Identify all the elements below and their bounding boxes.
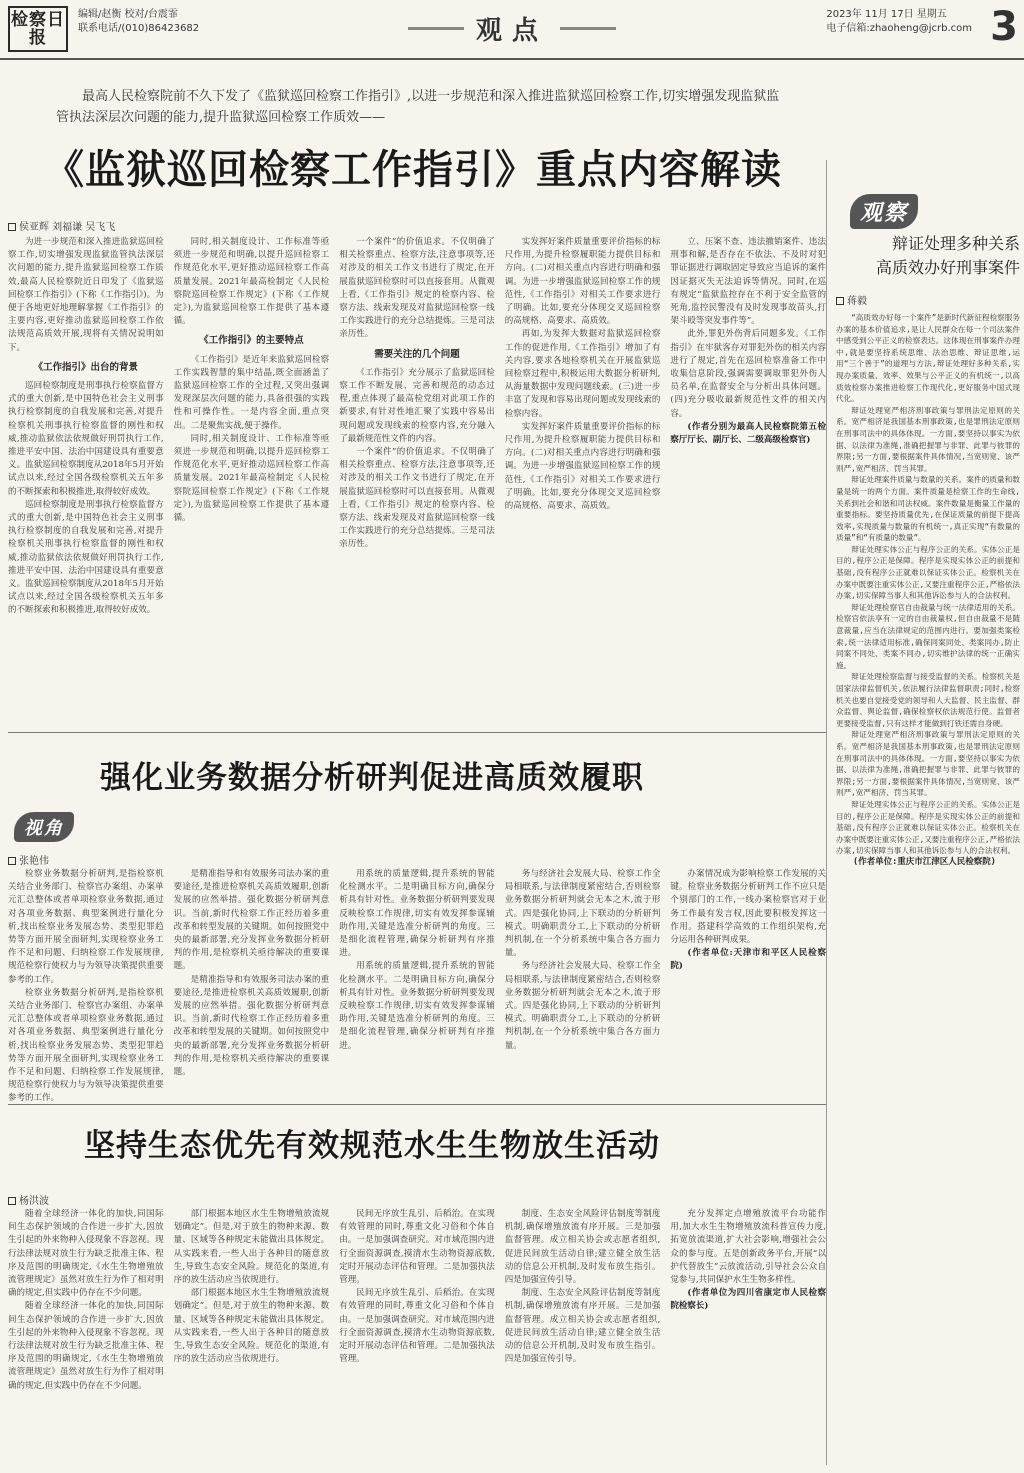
dateline xyxy=(826,8,972,36)
section-banner xyxy=(408,10,616,46)
second-column-5 xyxy=(670,868,826,1096)
editors-line-2: 联系电话/(010)86423682 xyxy=(78,23,200,34)
second-column-3 xyxy=(339,868,495,1096)
second-byline-text: 张艳伟 xyxy=(19,856,49,867)
third-col4-repeat: 制度、生态安全风险评估制度等制度机制,确保增殖放流有序开展。三是加强监督管理。成立相关协会或志愿者组织,促进民间放生活动自律;建立健全放生活动的信息公开机制,及时发布放生指引。四是加强宣传引导。 xyxy=(504,1288,661,1365)
lead-col3-para: 一个案件”的价值追求。不仅明确了相关检察重点、检察方法,注意事项等,还对涉及的相关工作文书进行了规定,在开展监狱巡回检察时可以直接套用。从微观上看,《工作指引》规定的检察内容、检察方法、线索发现及对监狱巡回检察一线工作实践进行的充分总结提炼。三是司法亲历性。 xyxy=(339,237,495,340)
lead-col3-repeat: 一个案件”的价值追求。不仅明确了相关检察重点、检察方法,注意事项等,还对涉及的相关工作文书进行了规定,在开展监狱巡回检察时可以直接套用。从微观上看,《工作指引》规定的检察内容、检察方法、线索发现及对监狱巡回检察一线工作实践进行的充分总结提炼。三是司法亲历性。 xyxy=(339,447,495,550)
lead-column-3 xyxy=(339,236,495,724)
third-col4-para: 制度、生态安全风险评估制度等制度机制,确保增殖放流有序开展。三是加强监督管理。成立相关协会或志愿者组织,促进民间放生活动自律;建立健全放生活动的信息公开机制,及时发布放生指引。四是加强宣传引导。 xyxy=(504,1209,661,1286)
third-headline: 坚持生态优先有效规范水生生物放生活动 xyxy=(84,1128,660,1164)
second-col2-repeat: 是精准指导和有效服务司法办案的重要途径,是推进检察机关高质效履职,创新发展的应然举措。强化数据分析研判意识。当前,新时代检察工作正经历着多重改革和转型发展的关键期。如何按照党中央的最新部署,充分发挥业务数据分析研判的作用,是检察机关亟待解决的重要课题。 xyxy=(173,974,330,1078)
commentary-para-8: 辩证处理实体公正与程序公正的关系。实体公正是目的,程序公正是保障。程序是实现实体公正的前提和基础,没有程序公正就难以保证实体公正。检察机关在办案中既要注重实体公正,又要注重程序公正,严格依法办案,切实保障当事人和其他诉讼参与人的合法权利。 xyxy=(836,799,1020,856)
second-col5-para: 办案情况成为影响检察工作发展的关键。检察业务数据分析研判工作不应只是个别部门的工作,一线办案检察官对于业务工作最有发言权,因此要积极发挥这一作用。搭建科学高效的工作组织架构,充分运用各种研判成果。 xyxy=(670,869,826,946)
lead-col5-para: 立、压案不查、违法撤销案件、违法刑事和解,是否存在不依法、不及时对犯罪证据进行调取固定导致应当追诉的案件因证据灭失无法追诉等情况。同时,在巡有规定“监狱监控存在不利于安全监管的死角,监控民警没有及时发现事故苗头,打架斗殴等突发事件等”。 xyxy=(670,237,826,327)
lead-columns xyxy=(8,236,826,724)
third-column-5 xyxy=(670,1208,826,1466)
lead-subhead-1: 《工作指引》出台的背景 xyxy=(33,361,139,373)
editors-line-1: 编辑/赵衡 校对/台震霏 xyxy=(78,9,178,20)
second-author-note: (作者单位:天津市和平区人民检察院) xyxy=(670,948,826,972)
commentary-stamp: 观察 xyxy=(850,194,918,229)
divider-1 xyxy=(8,732,826,733)
second-col1-repeat: 检察业务数据分析研判,是指检察机关结合业务部门、检察官办案组、办案单元汇总整体或者单项检察业务数据,通过对各项业务数据、典型案例进行量化分析,找出检察业务发展态势、类型犯罪趋势等方面开展全面研判,实现检察业务工作不足和问题、归纳检察工作发展规律,规范检察行使权力与为领导决策提供重要参考的工作。 xyxy=(8,987,164,1104)
lead-column-1 xyxy=(8,236,164,724)
newspaper-logo xyxy=(8,6,68,52)
commentary-title-line-1: 辩证处理多种关系 xyxy=(891,234,1020,253)
second-byline xyxy=(8,852,49,867)
commentary-para-1: “高质效办好每一个案件”是新时代新征程检察服务办案的基本价值追求,是让人民群众在每一个司法案件中感受到公平正义的检察表达。这体现在刑事案件办理中,就是要坚持系统思维、法治思维、辩证思维,运用“三个善于”的道理与方法,辩证处理好多种关系,实现办案质量、效率、效果与公平正义的有机统一,以高质效检察办案推进检察工作现代化,更好服务中国式现代化。 xyxy=(836,313,1020,404)
lead-column-5 xyxy=(670,236,826,724)
third-col3-repeat: 民间无序放生乱引、后稻治。在实现有效管理的同时,尊重文化习俗和个体自由。一是加强调查研究。对市域范围内进行全面资源调查,摸清水生动物资源底数,定时开展动态评估和管理。二是加强执法管理。 xyxy=(339,1288,495,1365)
commentary-para-5: 辩证处理检察官自由裁量与统一法律适用的关系。检察官依法享有一定的自由裁量权,但自由裁量不是随意裁量,应当在法律规定的范围内进行。要加强类案检索,统一法律适用标准,确保同案同处、类案同办,防止同案不同处、类案不同办,切实维护法律的统一正确实施。 xyxy=(836,602,1020,670)
lead-headline: 《监狱巡回检察工作指引》重点内容解读 xyxy=(44,146,782,193)
third-col3-para: 民间无序放生乱引、后稻治。在实现有效管理的同时,尊重文化习俗和个体自由。一是加强调查研究。对市域范围内进行全面资源调查,摸清水生动物资源底数,定时开展动态评估和管理。二是加强执法管理。 xyxy=(339,1209,495,1286)
second-col1-para: 检察业务数据分析研判,是指检察机关结合业务部门、检察官办案组、办案单元汇总整体或者单项检察业务数据,通过对各项业务数据、典型案例进行量化分析,找出检察业务发展态势、类型犯罪趋势等方面开展全面研判,实现检察业务工作不足和问题、归纳检察工作发展规律,规范检察行使权力与为领导决策提供重要参考的工作。 xyxy=(8,869,164,985)
third-byline-text: 杨洪波 xyxy=(19,1196,49,1207)
commentary-para-6: 辩证处理检察监督与接受监督的关系。检察机关是国家法律监督机关,依法履行法律监督职责;同时,检察机关也要自觉接受党的领导和人大监督、民主监督、群众监督、舆论监督,确保检察权依法规范行使。监督者更要接受监督,只有这样才能做到打铁还需自身硬。 xyxy=(836,672,1020,728)
commentary-byline-text: 蒋毅 xyxy=(847,296,867,307)
lead-author-note: (作者分别为最高人民检察院第五检察厅厅长、副厅长、二级高级检察官) xyxy=(670,421,826,446)
editor-email: 电子信箱:zhaoheng@jcrb.com xyxy=(826,23,972,34)
lead-col2b-para: 《工作指引》是近年来监狱巡回检察工作实践智慧的集中结晶,既全面涵盖了监狱巡回检察工作的全过程,又突出强调发现深层次问题的能力,具备很强的实践性和可操作性。一是内容全面,重点突出。二是聚焦实战,便于操作。 xyxy=(173,354,330,431)
second-headline: 强化业务数据分析研判促进高质效履职 xyxy=(100,760,644,796)
commentary-para-4: 辩证处理实体公正与程序公正的关系。实体公正是目的,程序公正是保障。程序是实现实体公正的前提和基础,没有程序公正就难以保证实体公正。检察机关在办案中既要注重实体公正,又要注重程序公正,严格依法办案,切实保障当事人和其他诉讼参与人的合法权利。 xyxy=(836,544,1020,601)
third-column-1 xyxy=(8,1208,164,1466)
issue-date: 2023年 11月 17日 星期五 xyxy=(826,9,947,20)
lead-byline-text: 侯亚辉 刘福谦 吴飞飞 xyxy=(19,222,116,233)
lead-subhead-2: 《工作指引》的主要特点 xyxy=(199,335,304,347)
lead-col4-para: 实发挥好案件质量重要评价指标的标尺作用,为提升检察履职能力提供目标和方向。(二)对相关重点内容进行明确和强调。为进一步增强监狱巡回检察工作的规范性,《工作指引》对相关工作要求进行了明确。比如,要充分体现交叉巡回检察的高规格、高要求、高质效。 xyxy=(504,237,661,327)
third-author-note: (作者单位为四川省康定市人民检察院检察长) xyxy=(670,1288,826,1312)
lead-col1-para: 为进一步规范和深入推进监狱巡回检察工作,切实增强发现监狱监管执法深层次问题的能力,提升监狱巡回检察工作质效,最高人民检察院近日印发了《监狱巡回检察工作指引》(下称《工作指引》)。为便于各地更好地理解掌握《工作指引》的主要内容,更好推动监狱巡回检察工作依法规范高质效开展,现将有关情况说明如下。 xyxy=(8,237,164,353)
second-column-1 xyxy=(8,868,164,1104)
second-column-2 xyxy=(174,868,330,1096)
commentary-para-2: 辩证处理宽严相济刑事政策与罪刑法定原则的关系。宽严相济是我国基本刑事政策,也是罪刑法定原则在刑事司法中的具体体现。一方面,要坚持以事实为依据、以法律为准绳,准确把握罪与非罪、此罪与彼罪的界限;另一方面,要根据案件具体情况,当宽则宽、该严则严,宽严相济、罚当其罪。 xyxy=(836,405,1020,473)
page-number: 3 xyxy=(990,4,1018,50)
byline-box-icon xyxy=(836,297,844,305)
third-column-3 xyxy=(339,1208,495,1466)
second-column-4 xyxy=(505,868,661,1096)
lead-byline xyxy=(8,218,115,233)
section-title: 观点 xyxy=(475,15,548,46)
third-byline xyxy=(8,1192,49,1207)
lead-col5b-para: 此外,罪犯外伤背后同题多发。《工作指引》在牢狱客存对罪犯外伤的相关内容进行了规定,首先在巡回检察准备工作中收集信息阶段,强调需要调取罪犯外伤人员名单,在监督安全与分析出具体问题。(四)充分吸收最新规范性文件的相关内容。 xyxy=(670,329,826,419)
commentary-title xyxy=(836,232,1020,280)
lead-col3b-para: 《工作指引》充分展示了监狱巡回检察工作不断发展、完善和规范的动态过程,重点体现了最高检党组对此项工作的新要求,有针对性地汇聚了实践中容易出现问题或发现线索的检察内容,充分融入了最新规范性文件的内容。 xyxy=(339,367,495,444)
right-column-divider xyxy=(826,160,827,1465)
commentary-author-note: (作者单位:重庆市江津区人民检察院) xyxy=(853,856,996,867)
second-col3-para: 用系统的质量逻辑,提升系统的智能化检测水平。二是明确目标方向,确保分析具有针对性。业务数据分析研判要发现反映检察工作规律,切实有效发挥参谋辅助作用,关键是选准分析研判的角度。三是细化流程管理,确保分析研判有序推进。 xyxy=(339,869,495,959)
editor-info xyxy=(78,8,199,36)
lead-col2-para: 同时,相关制度设计、工作标准等亟须进一步规范和明确,以提升巡回检察工作规范化水平,更好推动巡回检察工作高质量发展。2021年最高检制定《人民检察院巡回检察工作规定》(下称《工作规定》),为监狱巡回检察工作提供了基本遵循。 xyxy=(173,237,330,327)
third-col2-para: 部门根据本地区水生生物增殖放流规划确定”。但是,对于放生的物种来源、数量、区域等各种规定未能做出具体规定。从实践来看,一些人出于各种目的随意放生,导致生态安全风险。规范化的渠道,有序的放生活动应当依规进行。 xyxy=(173,1209,330,1286)
lead-col4b-para: 再如,为发挥大数据对监狱巡回检察工作的促进作用,《工作指引》增加了有关内容,要求各地检察机关在开展监狱巡回检察过程中,积极运用大数据分析研判,从海量数据中发现问题线索。(三)进一步丰富了发现和容易出现问题或发现线索的检察内容。 xyxy=(504,329,661,419)
second-stamp: 视角 xyxy=(14,812,74,842)
second-col2-para: 是精准指导和有效服务司法办案的重要途径,是推进检察机关高质效履职,创新发展的应然举措。强化数据分析研判意识。当前,新时代检察工作正经历着多重改革和转型发展的关键期。如何按照党中央的最新部署,充分发挥业务数据分析研判的作用,是检察机关亟待解决的重要课题。 xyxy=(173,869,330,972)
byline-box-icon xyxy=(8,857,16,865)
commentary-title-line-2: 高质效办好刑事案件 xyxy=(875,258,1020,277)
commentary-para-3: 辩证处理案件质量与数量的关系。案件的质量和数量是统一的两个方面。案件质量是检察工作的生命线,关系到社会和谐和司法权威。案件数量是衡量工作量的重要指标。要坚持质量优先,在保证质量的前提下提高效率,实现质量与数量的有机统一,真正实现“有数量的质量”和“有质量的数量”。 xyxy=(836,475,1020,543)
lead-subhead-3: 需要关注的几个问题 xyxy=(374,348,460,360)
third-column-2 xyxy=(174,1208,330,1466)
third-col5-para: 充分发挥定点增殖放流平台功能作用,加大水生生物增殖放流科普宣传力度,拓宽放流渠道,扩大社会影响,增强社会公众的参与度。五是创新政务平台,开展“以护代替放生”云放流活动,引导社会公众自觉参与,共同保护水生生物多样性。 xyxy=(670,1209,826,1286)
second-col3-repeat: 用系统的质量逻辑,提升系统的智能化检测水平。二是明确目标方向,确保分析具有针对性。业务数据分析研判要发现反映检察工作规律,切实有效发挥参谋辅助作用,关键是选准分析研判的角度。三是细化流程管理,确保分析研判有序推进。 xyxy=(339,961,495,1051)
lead-col4-repeat: 实发挥好案件质量重要评价指标的标尺作用,为提升检察履职能力提供目标和方向。(二)对相关重点内容进行明确和强调。为进一步增强监狱巡回检察工作的规范性,《工作指引》对相关工作要求进行了明确。比如,要充分体现交叉巡回检察的高规格、高要求、高质效。 xyxy=(504,421,661,512)
lead-col1-repeat: 巡回检察制度是刑事执行检察监督方式的重大创新,是中国特色社会主义刑事执行检察制度的自我发展和完善,对提升检察机关刑事执行检察监督的刚性和权威,推动监狱依法依规做好刑罚执行工作,推进平安中国、法治中国建设具有重要意义。监狱巡回检察制度从2018年5月开始试点以来,经过全国各级检察机关五年多的不断探索和积极推进,取得较好成效。 xyxy=(8,499,164,616)
second-col4-repeat: 务与经济社会发展大局、检察工作全局相联系,与法律制度紧密结合,否则检察业务数据分析研判就会无本之木,流于形式。四是强化协同,上下联动的分析研判模式。明确职责分工,上下联动的分析研判机制,在一个分析系统中集合各方面力量。 xyxy=(504,961,661,1051)
lead-column-4 xyxy=(505,236,661,724)
lead-col1b-para: 巡回检察制度是刑事执行检察监督方式的重大创新,是中国特色社会主义刑事执行检察制度的自我发展和完善,对提升检察机关刑事执行检察监督的刚性和权威,推动监狱依法依规做好刑罚执行工作,推进平安中国、法治中国建设具有重要意义。监狱巡回检察制度从2018年5月开始试点以来,经过全国各级检察机关五年多的不断探索和积极推进,取得较好成效。 xyxy=(8,381,164,497)
byline-box-icon xyxy=(8,223,16,231)
divider-2 xyxy=(8,1104,826,1105)
byline-box-icon xyxy=(8,1197,16,1205)
lead-intro: 最高人民检察院前不久下发了《监狱巡回检察工作指引》,以进一步规范和深入推进监狱巡回检察工作,切实增强发现监狱监管执法深层次问题的能力,提升监狱巡回检察工作质效—— xyxy=(56,89,780,125)
second-columns xyxy=(8,868,826,1104)
third-col1-para: 随着全球经济一体化的加快,同国际间生态保护领域的合作进一步扩大,因放生引起的外来物种入侵现象不容忽视。现行法律法规对放生行为缺乏批准主体、程序及范围的明确规定,《水生生物增殖放流管理规定》虽然对放生行为作了相对明确的规定,但实践中仍存在不少问题。 xyxy=(8,1209,164,1299)
commentary-byline xyxy=(836,292,867,307)
logo-text: 检察日报 xyxy=(11,10,65,48)
masthead xyxy=(0,0,1024,60)
third-columns xyxy=(8,1208,826,1466)
lead-column-2 xyxy=(174,236,330,724)
commentary-para-7: 辩证处理宽严相济刑事政策与罪刑法定原则的关系。宽严相济是我国基本刑事政策,也是罪刑法定原则在刑事司法中的具体体现。一方面,要坚持以事实为依据、以法律为准绳,准确把握罪与非罪、此罪与彼罪的界限;另一方面,要根据案件具体情况,当宽则宽、该严则严,宽严相济、罚当其罪。 xyxy=(836,730,1020,798)
second-col4-para: 务与经济社会发展大局、检察工作全局相联系,与法律制度紧密结合,否则检察业务数据分析研判就会无本之木,流于形式。四是强化协同,上下联动的分析研判模式。明确职责分工,上下联动的分析研判机制,在一个分析系统中集合各方面力量。 xyxy=(504,869,661,959)
lead-col2-repeat: 同时,相关制度设计、工作标准等亟须进一步规范和明确,以提升巡回检察工作规范化水平,更好推动巡回检察工作高质量发展。2021年最高检制定《人民检察院巡回检察工作规定》(下称《工作规定》),为监狱巡回检察工作提供了基本遵循。 xyxy=(173,433,330,524)
third-col2-repeat: 部门根据本地区水生生物增殖放流规划确定”。但是,对于放生的物种来源、数量、区域等各种规定未能做出具体规定。从实践来看,一些人出于各种目的随意放生,导致生态安全风险。规范化的渠道,有序的放生活动应当依规进行。 xyxy=(173,1288,330,1365)
third-col1-repeat: 随着全球经济一体化的加快,同国际间生态保护领域的合作进一步扩大,因放生引起的外来物种入侵现象不容忽视。现行法律法规对放生行为缺乏批准主体、程序及范围的明确规定,《水生生物增殖放流管理规定》虽然对放生行为作了相对明确的规定,但实践中仍存在不少问题。 xyxy=(8,1301,164,1391)
commentary-body xyxy=(836,312,1020,1462)
third-column-4 xyxy=(505,1208,661,1466)
